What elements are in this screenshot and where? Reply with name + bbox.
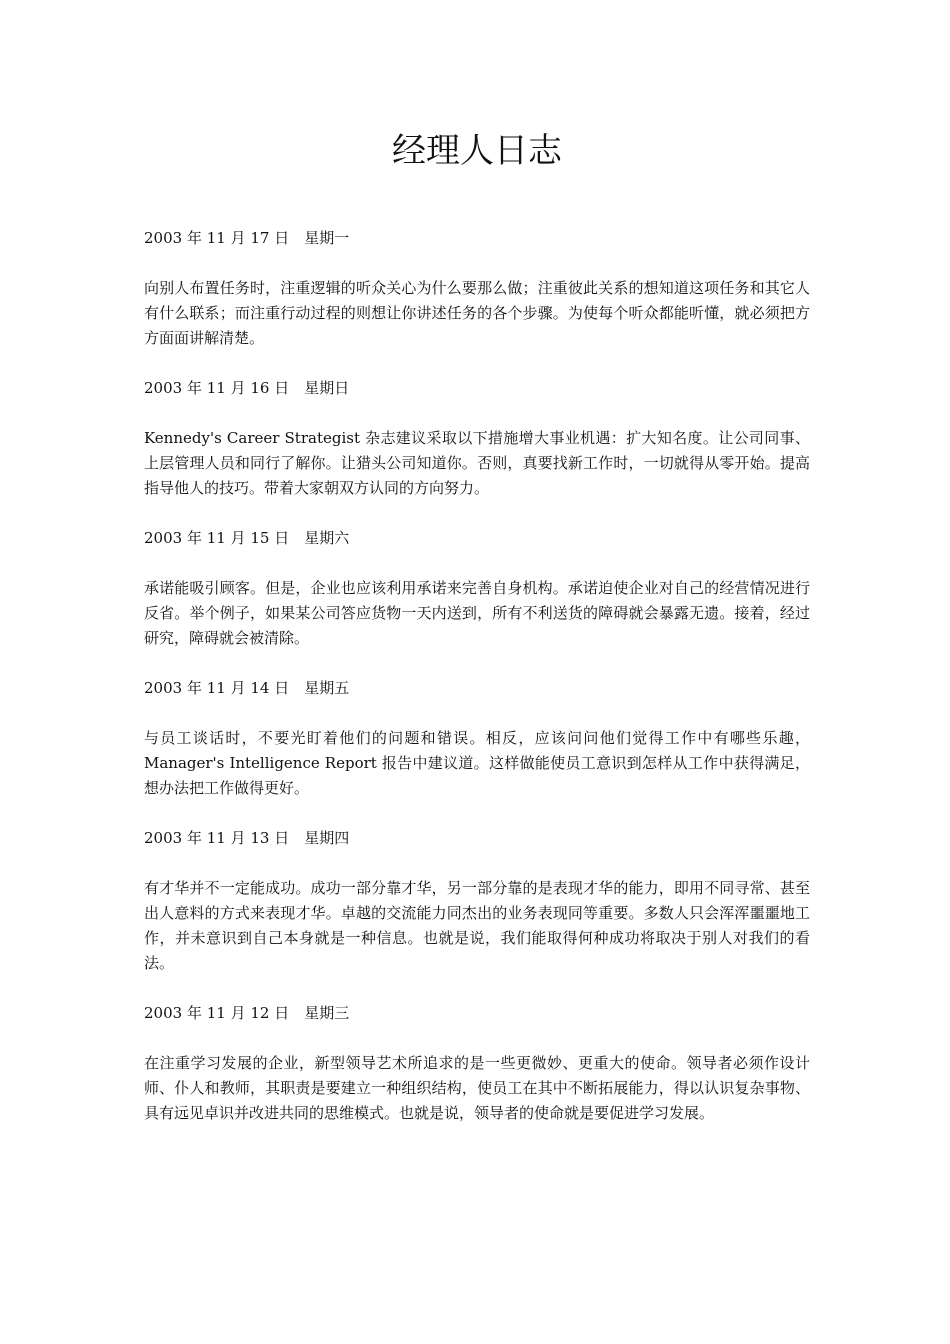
entry-text: 有才华并不一定能成功。成功一部分靠才华，另一部分靠的是表现才华的能力，即用不同寻常、甚至出人意料的方式来表现才华。卓越的交流能力同杰出的业务表现同等重要。多数人只会浑浑噩噩地工作，并未意识到自己本身就是一种信息。也就是说，我们能取得何种成功将取决于别人对我们的看法。 — [144, 879, 810, 972]
entry-date: 2003 年 11 月 12 日 星期三 — [144, 1004, 350, 1022]
entry-date: 2003 年 11 月 17 日 星期一 — [144, 229, 350, 247]
entry-text: 与员工谈话时，不要光盯着他们的问题和错误。相反，应该问问他们觉得工作中有哪些乐趣，Manager's Intelligence Report 报告中建议道。这样做能使员工意识到怎样从工作中获得满足，想办法把工作做得更好。 — [144, 729, 810, 797]
journal-entry — [144, 226, 810, 351]
entry-text: Kennedy's Career Strategist 杂志建议采取以下措施增大事业机遇：扩大知名度。让公司同事、上层管理人员和同行了解你。让猎头公司知道你。否则，真要找新工作时，一切就得从零开始。提高指导他人的技巧。带着大家朝双方认同的方向努力。 — [144, 429, 810, 497]
entry-date: 2003 年 11 月 16 日 星期日 — [144, 379, 350, 397]
entry-text: 在注重学习发展的企业，新型领导艺术所追求的是一些更微妙、更重大的使命。领导者必须作设计师、仆人和教师，其职责是要建立一种组织结构，使员工在其中不断拓展能力，得以认识复杂事物、具有远见卓识并改进共同的思维模式。也就是说，领导者的使命就是要促进学习发展。 — [144, 1054, 810, 1122]
entry-date: 2003 年 11 月 15 日 星期六 — [144, 529, 350, 547]
journal-entry — [144, 676, 810, 801]
entry-text: 向别人布置任务时，注重逻辑的听众关心为什么要那么做；注重彼此关系的想知道这项任务和其它人有什么联系；而注重行动过程的则想让你讲述任务的各个步骤。为使每个听众都能听懂，就必须把方方面面讲解清楚。 — [144, 279, 810, 347]
journal-entry — [144, 526, 810, 651]
journal-entries — [144, 226, 810, 1151]
entry-text: 承诺能吸引顾客。但是，企业也应该利用承诺来完善自身机构。承诺迫使企业对自己的经营情况进行反省。举个例子，如果某公司答应货物一天内送到，所有不利送货的障碍就会暴露无遗。接着，经过研究，障碍就会被清除。 — [144, 579, 810, 647]
entry-date: 2003 年 11 月 13 日 星期四 — [144, 829, 350, 847]
entry-date: 2003 年 11 月 14 日 星期五 — [144, 679, 350, 697]
journal-entry — [144, 826, 810, 976]
page-title: 经理人日志 — [392, 131, 562, 171]
journal-entry — [144, 376, 810, 501]
journal-entry — [144, 1001, 810, 1126]
